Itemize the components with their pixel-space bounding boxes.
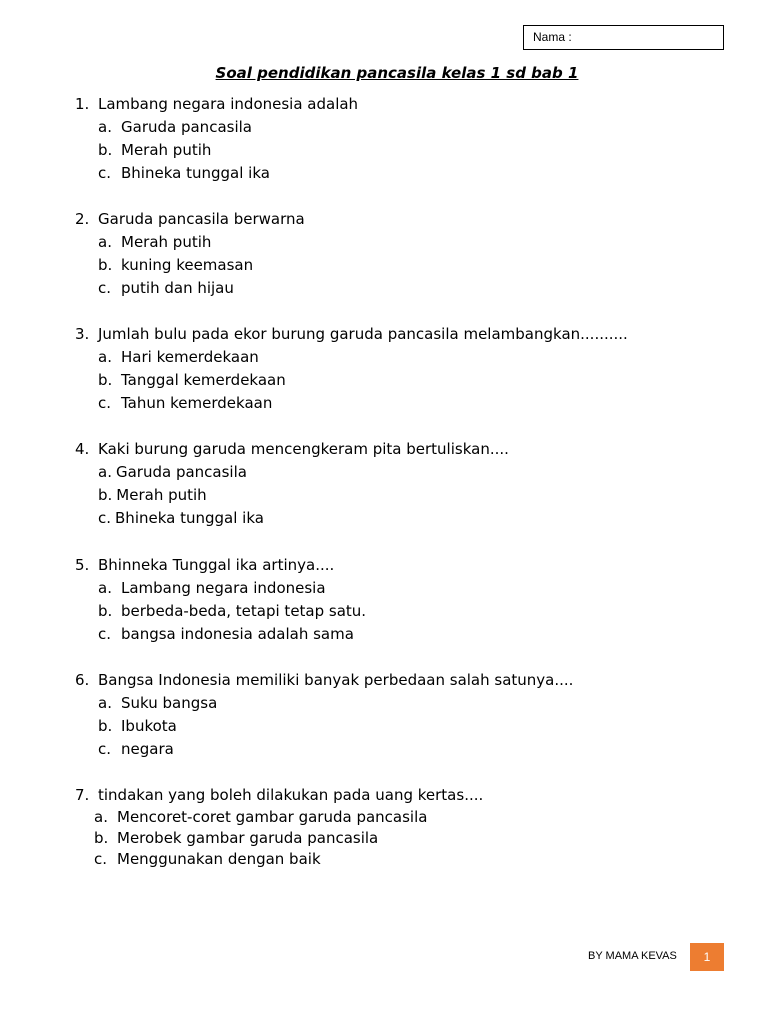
option-letter: b. bbox=[98, 486, 113, 504]
page-number-badge: 1 bbox=[690, 943, 724, 971]
option-text: Bhineka tunggal ika bbox=[115, 509, 264, 527]
option-text: kuning keemasan bbox=[121, 256, 254, 274]
option-c bbox=[75, 162, 358, 185]
option-letter: a. bbox=[98, 579, 112, 597]
option-letter: c. bbox=[98, 509, 112, 527]
option-text: Merah putih bbox=[121, 141, 212, 159]
question-3 bbox=[75, 323, 628, 415]
question-text: Jumlah bulu pada ekor burung garuda pancasila melambangkan.......... bbox=[98, 325, 628, 343]
option-letter: a. bbox=[98, 348, 112, 366]
question-text: Bhinneka Tunggal ika artinya.... bbox=[98, 556, 335, 574]
option-c bbox=[75, 507, 509, 530]
question-2 bbox=[75, 208, 305, 300]
option-letter: c. bbox=[98, 625, 112, 643]
question-5 bbox=[75, 554, 366, 646]
option-letter: a. bbox=[98, 118, 112, 136]
question-1 bbox=[75, 93, 358, 185]
option-text: Menggunakan dengan baik bbox=[117, 850, 321, 868]
option-text: putih dan hijau bbox=[121, 279, 234, 297]
option-letter: c. bbox=[98, 164, 112, 182]
option-text: Merobek gambar garuda pancasila bbox=[117, 829, 379, 847]
option-letter: b. bbox=[98, 141, 113, 159]
option-a bbox=[75, 231, 305, 254]
question-text: Garuda pancasila berwarna bbox=[98, 210, 305, 228]
option-letter: a. bbox=[94, 808, 108, 826]
option-text: Mencoret-coret gambar garuda pancasila bbox=[117, 808, 428, 826]
question-7 bbox=[75, 784, 483, 870]
option-text: Lambang negara indonesia bbox=[121, 579, 326, 597]
option-b bbox=[75, 600, 366, 623]
option-a bbox=[75, 346, 628, 369]
footer-credit: BY MAMA KEVAS bbox=[588, 950, 677, 962]
option-a bbox=[75, 807, 483, 828]
option-text: Garuda pancasila bbox=[121, 118, 252, 136]
name-field[interactable] bbox=[523, 25, 724, 50]
question-number: 7. bbox=[75, 786, 90, 804]
option-text: negara bbox=[121, 740, 174, 758]
question-number: 6. bbox=[75, 671, 90, 689]
option-a bbox=[75, 692, 573, 715]
question-number: 4. bbox=[75, 440, 90, 458]
option-b bbox=[75, 715, 573, 738]
option-letter: a. bbox=[98, 463, 112, 481]
option-c bbox=[75, 623, 366, 646]
option-text: Ibukota bbox=[121, 717, 177, 735]
option-letter: c. bbox=[98, 740, 112, 758]
question-number: 1. bbox=[75, 95, 90, 113]
option-letter: c. bbox=[94, 850, 108, 868]
option-letter: b. bbox=[98, 602, 113, 620]
option-b bbox=[75, 369, 628, 392]
option-letter: c. bbox=[98, 279, 112, 297]
name-label: Nama : bbox=[533, 30, 572, 44]
option-a bbox=[75, 577, 366, 600]
option-b bbox=[75, 484, 509, 507]
option-letter: a. bbox=[98, 233, 112, 251]
option-a bbox=[75, 461, 509, 484]
question-text: tindakan yang boleh dilakukan pada uang kertas.... bbox=[98, 786, 484, 804]
option-text: Tahun kemerdekaan bbox=[121, 394, 273, 412]
option-text: Bhineka tunggal ika bbox=[121, 164, 270, 182]
option-c bbox=[75, 849, 483, 870]
option-text: berbeda-beda, tetapi tetap satu. bbox=[121, 602, 367, 620]
option-text: Merah putih bbox=[121, 233, 212, 251]
option-text: bangsa indonesia adalah sama bbox=[121, 625, 354, 643]
option-c bbox=[75, 277, 305, 300]
option-b bbox=[75, 828, 483, 849]
question-6 bbox=[75, 669, 573, 761]
question-text: Kaki burung garuda mencengkeram pita bertuliskan.... bbox=[98, 440, 509, 458]
option-c bbox=[75, 738, 573, 761]
option-letter: b. bbox=[94, 829, 109, 847]
question-text: Lambang negara indonesia adalah bbox=[98, 95, 359, 113]
option-letter: a. bbox=[98, 694, 112, 712]
option-b bbox=[75, 139, 358, 162]
question-number: 2. bbox=[75, 210, 90, 228]
question-number: 5. bbox=[75, 556, 90, 574]
option-c bbox=[75, 392, 628, 415]
option-letter: b. bbox=[98, 371, 113, 389]
option-letter: b. bbox=[98, 717, 113, 735]
option-letter: b. bbox=[98, 256, 113, 274]
option-b bbox=[75, 254, 305, 277]
option-text: Merah putih bbox=[116, 486, 207, 504]
option-text: Suku bangsa bbox=[121, 694, 218, 712]
question-text: Bangsa Indonesia memiliki banyak perbedaan salah satunya.... bbox=[98, 671, 574, 689]
option-text: Tanggal kemerdekaan bbox=[121, 371, 286, 389]
page-title: Soal pendidikan pancasila kelas 1 sd bab 1 bbox=[215, 64, 579, 82]
option-a bbox=[75, 116, 358, 139]
question-number: 3. bbox=[75, 325, 90, 343]
option-text: Garuda pancasila bbox=[115, 463, 247, 481]
question-4 bbox=[75, 438, 509, 530]
option-text: Hari kemerdekaan bbox=[121, 348, 259, 366]
option-letter: c. bbox=[98, 394, 112, 412]
